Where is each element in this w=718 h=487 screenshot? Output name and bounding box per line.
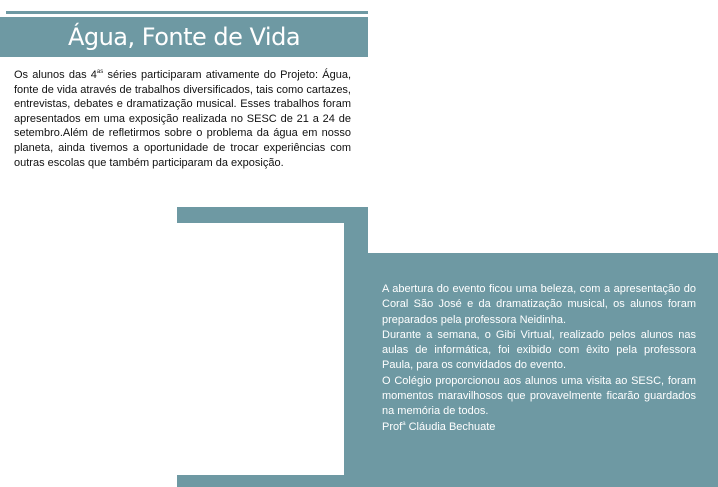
panel-paragraph-opening: A abertura do evento ficou uma beleza, com a apresentação do Coral São José e da dramatização musical, os alunos foram preparados pela professora Neidinha. <box>382 283 696 326</box>
intro-body: séries participaram ativamente do Projeto: Água, fonte de vida através de trabalhos diversificados, tais como cartazes, entrevistas, debates e dramatização musical. Esses trabalhos foram apresentados em uma exposição realizada no SESC de 21 a 24 de setembro.Além de refletirmos sobre o problema da água em nosso planeta, ainda tivemos a oportunidade de trocar experiências com outras escolas que também participaram da exposição. <box>14 69 351 169</box>
signature-name: Cláudia Bechuate <box>405 420 496 433</box>
title-rule <box>6 11 368 14</box>
signature-superscript: a <box>402 420 406 427</box>
decorative-panel-column <box>344 223 368 475</box>
signature-prefix: Prof <box>382 420 403 433</box>
intro-paragraph <box>14 68 351 170</box>
panel-paragraph-gibi: Durante a semana, o Gibi Virtual, realizado pelos alunos nas aulas de informática, foi exibido com êxito pela professora Paula, para os convidados do evento. <box>382 328 696 372</box>
title-banner <box>0 17 368 57</box>
decorative-band-bottom <box>177 475 718 487</box>
page-title: Água, Fonte de Vida <box>67 23 301 51</box>
grade-superscript: as <box>96 69 104 75</box>
signature <box>382 420 696 435</box>
event-panel-text <box>382 282 696 435</box>
panel-paragraph-visit: O Colégio proporcionou aos alunos uma visita ao SESC, foram momentos maravilhosos que provavelmente ficarão guardados na memória de todos. <box>382 374 696 418</box>
decorative-band-top <box>177 207 368 223</box>
intro-lead: Os alunos das 4 <box>14 69 97 81</box>
